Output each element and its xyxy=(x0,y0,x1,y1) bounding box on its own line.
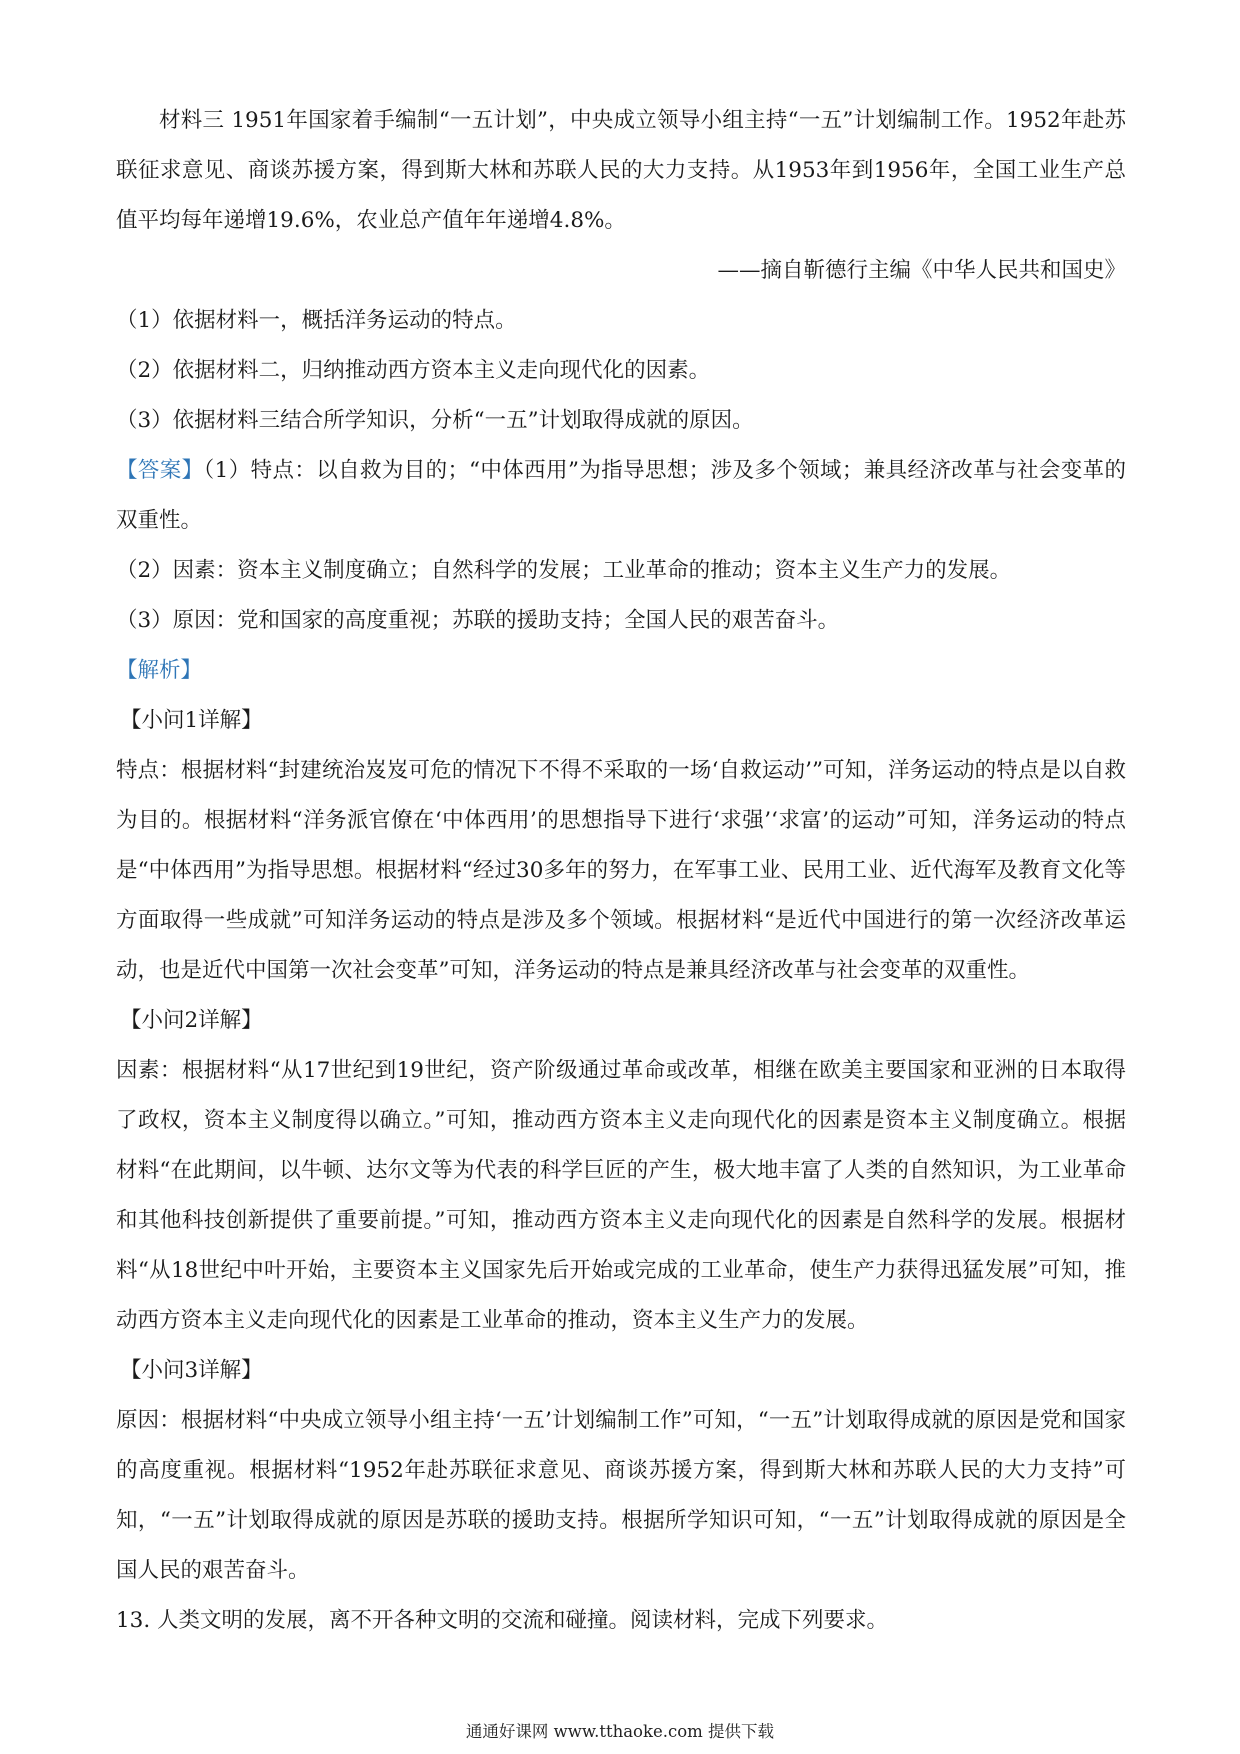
analysis-text-2: 因素：根据材料“从17世纪到19世纪，资产阶级通过革命或改革，相继在欧美主要国家和亚洲的日本取得了政权，资本主义制度得以确立。”可知，推动西方资本主义走向现代化的因素是资本主义制度确立。根据材料“在此期间，以牛顿、达尔文等为代表的科学巨匠的产生，极大地丰富了人类的自然知识，为工业革命和其他科技创新提供了重要前提。”可知，推动西方资本主义走向现代化的因素是自然科学的发展。根据材料“从18世纪中叶开始，主要资本主义国家先后开始或完成的工业革命，使生产力获得迅猛发展”可知，推动西方资本主义走向现代化的因素是工业革命的推动，资本主义生产力的发展。 xyxy=(116,1058,1126,1333)
analysis-heading-2: 【小问2详解】 xyxy=(120,1008,263,1033)
material-three-text: 材料三 1951年国家着手编制“一五计划”，中央成立领导小组主持“一五”计划编制工作。1952年赴苏联征求意见、商谈苏援方案，得到斯大林和苏联人民的大力支持。从1953年到1956年，全国工业生产总值平均每年递增19.6%，农业总产值年年递增4.8%。 xyxy=(116,108,1126,233)
question-3: （3）依据材料三结合所学知识，分析“一五”计划取得成就的原因。 xyxy=(116,408,754,433)
answer-item-1-text: （1）特点：以自救为目的；“中体西用”为指导思想；涉及多个领域；兼具经济改革与社会变革的双重性。 xyxy=(116,458,1126,533)
answer-item-2: （2）因素：资本主义制度确立；自然科学的发展；工业革命的推动；资本主义生产力的发展。 xyxy=(116,558,1012,583)
answer-item-1 xyxy=(116,446,1126,546)
answer-item-3: （3）原因：党和国家的高度重视；苏联的援助支持；全国人民的艰苦奋斗。 xyxy=(116,608,840,633)
answer-label: 【答案】 xyxy=(116,458,204,483)
analysis-text-3: 原因：根据材料“中央成立领导小组主持‘一五’计划编制工作”可知，“一五”计划取得成就的原因是党和国家的高度重视。根据材料“1952年赴苏联征求意见、商谈苏援方案，得到斯大林和苏联人民的大力支持”可知，“一五”计划取得成就的原因是苏联的援助支持。根据所学知识可知，“一五”计划取得成就的原因是全国人民的艰苦奋斗。 xyxy=(116,1408,1126,1583)
question-1: （1）依据材料一，概括洋务运动的特点。 xyxy=(116,308,517,333)
question-13-intro: 13. 人类文明的发展，离不开各种文明的交流和碰撞。阅读材料，完成下列要求。 xyxy=(116,1608,889,1633)
material-three-source: ——摘自靳德行主编《中华人民共和国史》 xyxy=(717,258,1126,283)
analysis-text-1: 特点：根据材料“封建统治岌岌可危的情况下不得不采取的一场‘自救运动’”可知，洋务运动的特点是以自救为目的。根据材料“洋务派官僚在‘中体西用’的思想指导下进行‘求强’‘求富’的运动”可知，洋务运动的特点是“中体西用”为指导思想。根据材料“经过30多年的努力，在军事工业、民用工业、近代海军及教育文化等方面取得一些成就”可知洋务运动的特点是涉及多个领域。根据材料“是近代中国进行的第一次经济改革运动，也是近代中国第一次社会变革”可知，洋务运动的特点是兼具经济改革与社会变革的双重性。 xyxy=(116,758,1126,983)
page-footer: 通通好课网 www.tthaoke.com 提供下载 xyxy=(465,1722,775,1741)
analysis-heading-3: 【小问3详解】 xyxy=(120,1358,263,1383)
analysis-label: 【解析】 xyxy=(116,658,203,683)
page-content xyxy=(116,96,1126,1646)
question-2: （2）依据材料二，归纳推动西方资本主义走向现代化的因素。 xyxy=(116,358,711,383)
analysis-heading-1: 【小问1详解】 xyxy=(120,708,263,733)
